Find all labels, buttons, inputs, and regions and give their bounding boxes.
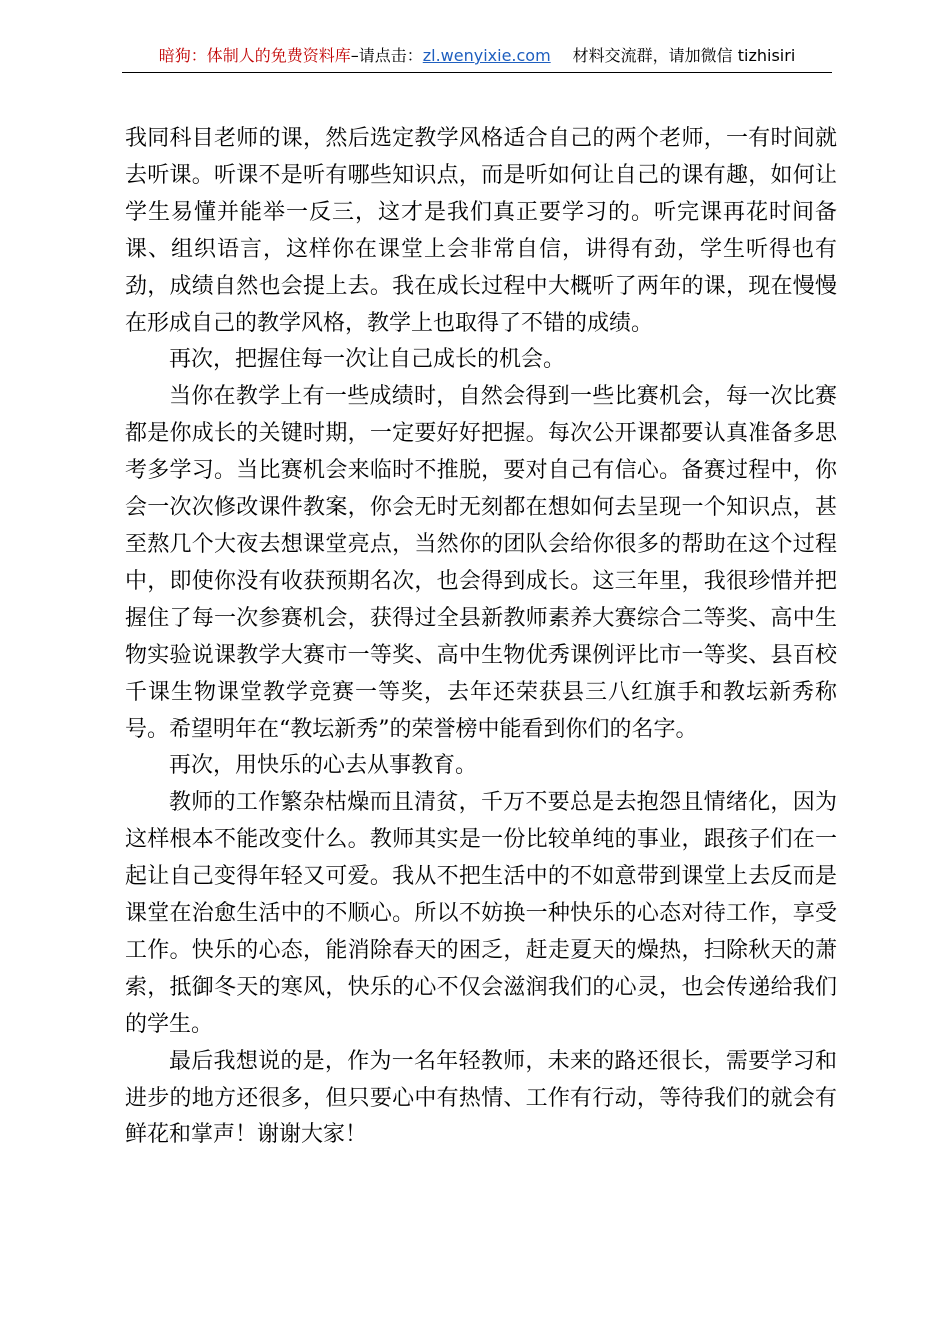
paragraph-closing: 最后我想说的是，作为一名年轻教师，未来的路还很长，需要学习和进步的地方还很多，但只要心中有热情、工作有行动，等待我们的就会有鲜花和掌声！谢谢大家！ (125, 1048, 837, 1148)
header-separator: –请点击： (350, 46, 423, 65)
header-brand: 暗狗：体制人的免费资料库 (158, 46, 351, 65)
header-group-info: 材料交流群，请加微信 tizhisiri (572, 46, 796, 65)
page-header (122, 44, 832, 73)
paragraph-heading-opportunity: 再次，把握住每一次让自己成长的机会。 (169, 347, 566, 373)
header-link[interactable]: zl.wenyixie.com (422, 46, 551, 65)
document-body (125, 121, 837, 1154)
paragraph-competitions: 当你在教学上有一些成绩时，自然会得到一些比赛机会，每一次比赛都是你成长的关键时期，一定要好好把握。每次公开课都要认真准备多思考多学习。当比赛机会来临时不推脱，要对自己有信心。备赛过程中，你会一次次修改课件教案，你会无时无刻都在想如何去呈现一个知识点，甚至熬几个大夜去想课堂亮点，当然你的团队会给你很多的帮助在这个过程中，即使你没有收获预期名次，也会得到成长。这三年里，我很珍惜并把握住了每一次参赛机会，获得过全县新教师素养大赛综合二等奖、高中生物实验说课教学大赛市一等奖、高中生物优秀课例评比市一等奖、县百校千课生物课堂教学竞赛一等奖，去年还荣获县三八红旗手和教坛新秀称号。希望明年在“教坛新秀”的荣誉榜中能看到你们的名字。 (125, 384, 837, 742)
paragraph-happy-teaching: 教师的工作繁杂枯燥而且清贫，千万不要总是去抱怨且情绪化，因为这样根本不能改变什么。教师其实是一份比较单纯的事业，跟孩子们在一起让自己变得年轻又可爱。我从不把生活中的不如意带到课堂上去反而是课堂在治愈生活中的不顺心。所以不妨换一种快乐的心态对待工作，享受工作。快乐的心态，能消除春天的困乏，赶走夏天的燥热，扫除秋天的萧索，抵御冬天的寒风，快乐的心不仅会滋润我们的心灵，也会传递给我们的学生。 (125, 790, 837, 1037)
paragraph-continuation: 我同科目老师的课，然后选定教学风格适合自己的两个老师，一有时间就去听课。听课不是听有哪些知识点，而是听如何让自己的课有趣，如何让学生易懂并能举一反三，这才是我们真正要学习的。听完课再花时间备课、组织语言，这样你在课堂上会非常自信，讲得有劲，学生听得也有劲，成绩自然也会提上去。我在成长过程中大概听了两年的课，现在慢慢在形成自己的教学风格，教学上也取得了不错的成绩。 (125, 126, 837, 336)
paragraph-heading-happiness: 再次，用快乐的心去从事教育。 (169, 753, 478, 779)
